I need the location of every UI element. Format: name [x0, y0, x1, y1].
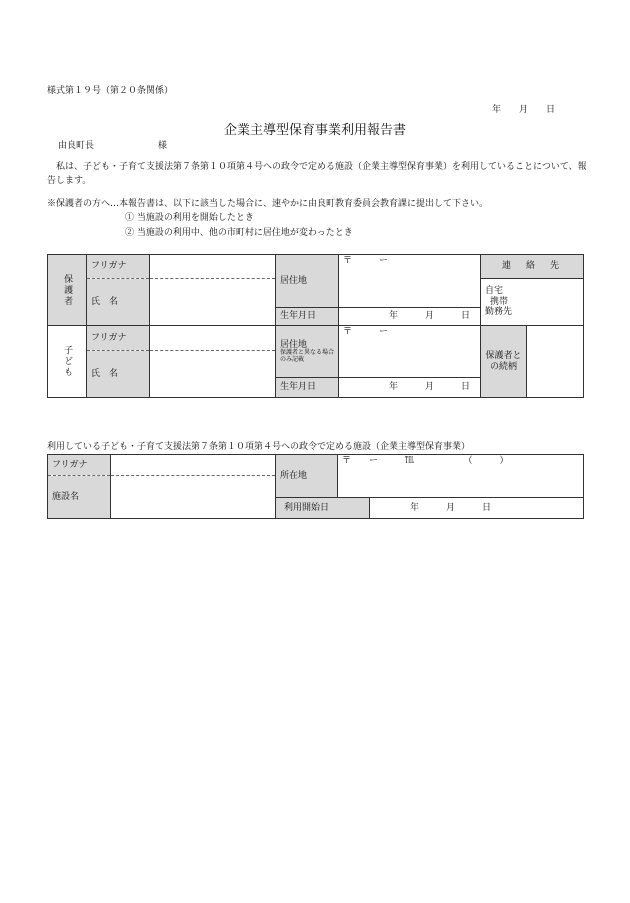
note-item: ① 当施設の利用を開始したとき	[125, 213, 254, 223]
facility-name-input[interactable]	[111, 476, 276, 519]
contact-mobile-label: 携帯	[490, 296, 509, 307]
guardian-child-table	[47, 254, 584, 398]
child-name-label: 氏 名	[87, 351, 150, 398]
postal-mark: 〒 ー	[343, 327, 389, 337]
facility-name-label: 施設名	[48, 476, 111, 519]
guardian-residence-label: 居住地	[276, 255, 339, 308]
guardian-note: ※保護者の方へ…本報告書は、以下に該当した場合に、速やかに由良町教育委員会教育課に提出して下さい。	[47, 199, 489, 209]
relation-input[interactable]	[527, 326, 584, 398]
note-item: ② 当施設の利用中、他の市町村に居住地が変わったとき	[125, 228, 353, 238]
child-furigana-input[interactable]	[150, 326, 276, 351]
child-birthdate-label: 生年月日	[276, 378, 339, 398]
facility-address-input[interactable]: 〒 ー ℡ （ ）	[338, 455, 584, 498]
child-residence-label	[276, 326, 339, 378]
guardian-residence-input[interactable]	[339, 255, 481, 308]
contact-header: 連 絡 先	[481, 255, 584, 279]
honorific: 様	[158, 141, 168, 151]
facility-table	[47, 454, 584, 519]
form-number: 様式第１９号（第２０条関係）	[47, 86, 174, 96]
guardian-birthdate-label: 生年月日	[276, 308, 339, 326]
child-residence-input[interactable]	[339, 326, 481, 378]
facility-furigana-input[interactable]	[111, 455, 276, 476]
document-title: 企業主導型保育事業利用報告書	[223, 123, 406, 138]
child-residence-title: 居住地	[280, 339, 308, 350]
child-section-label: 子ども	[48, 326, 87, 398]
start-date-label: 利用開始日	[276, 498, 370, 519]
contact-home-label: 自宅	[485, 286, 504, 297]
guardian-section-label: 保護者	[48, 255, 87, 326]
guardian-name-input[interactable]	[150, 279, 276, 326]
intro-paragraph: 私は、子ども・子育て支援法第７条第１０項第４号への政令で定める施設（企業主導型保育事業）を利用していることについて、報告します。	[47, 162, 587, 186]
guardian-furigana-input[interactable]	[150, 255, 276, 279]
guardian-furigana-label: フリガナ	[87, 255, 150, 279]
relation-label: 保護者との続柄	[481, 326, 527, 398]
facility-furigana-label: フリガナ	[48, 455, 111, 476]
contact-work-label: 勤務先	[485, 307, 513, 318]
contact-details	[481, 279, 584, 326]
addressee-name: 由良町長	[58, 141, 95, 151]
start-date-input[interactable]: 年 月 日	[370, 498, 584, 519]
child-birthdate-input[interactable]: 年 月 日	[339, 378, 481, 398]
report-date: 年 月 日	[492, 105, 556, 115]
guardian-birthdate-input[interactable]: 年 月 日	[339, 308, 481, 326]
guardian-name-label: 氏 名	[87, 279, 150, 326]
facility-location-label: 所在地	[276, 455, 338, 498]
child-furigana-label: フリガナ	[87, 326, 150, 351]
child-name-input[interactable]	[150, 351, 276, 398]
postal-mark: 〒 ー	[343, 256, 389, 266]
addressee	[58, 138, 167, 151]
facility-heading: 利用している子ども・子育て支援法第７条第１０項第４号への政令で定める施設（企業主導型保育事業）	[47, 442, 471, 452]
child-residence-note: 保護者と異なる場合のみ記載	[280, 349, 335, 363]
